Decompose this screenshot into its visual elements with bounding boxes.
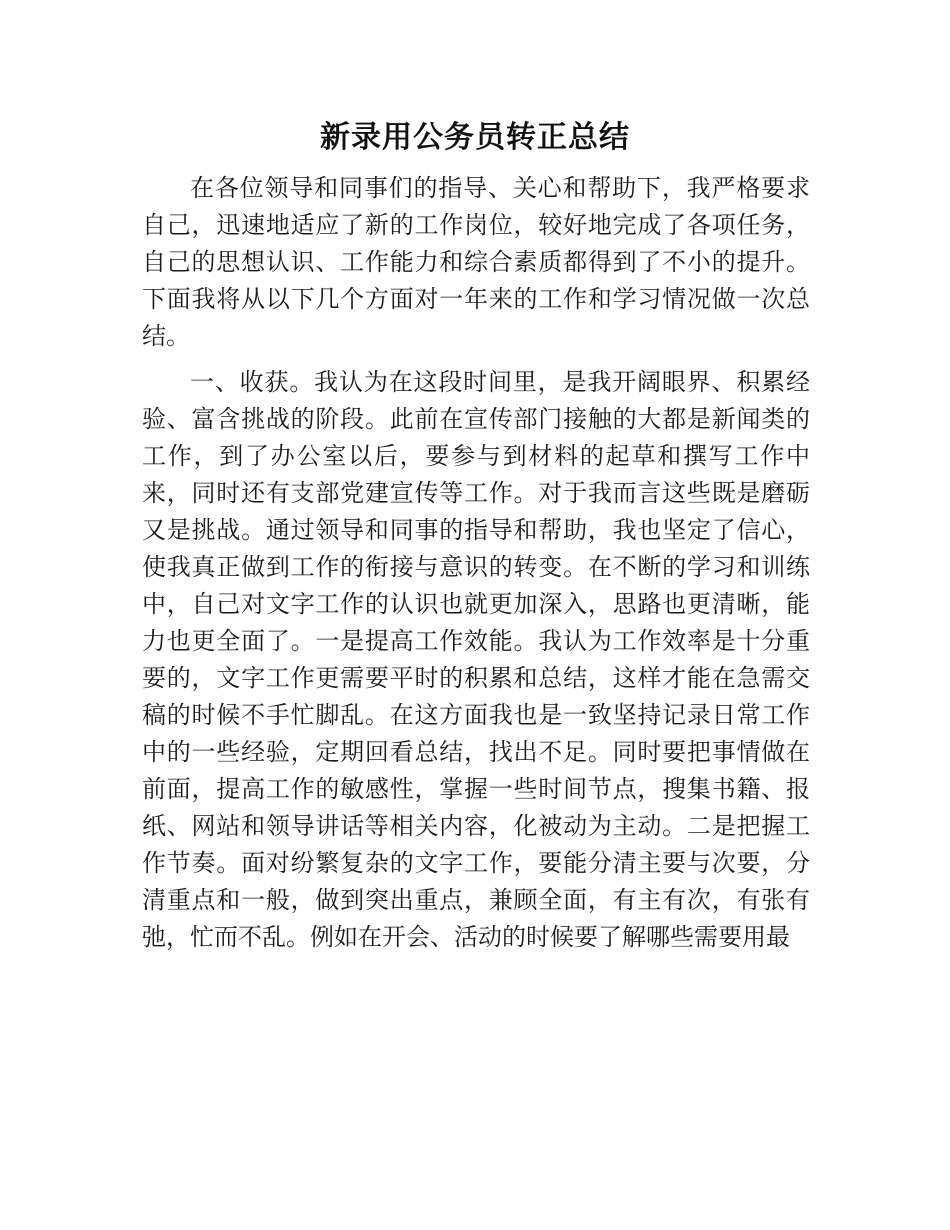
paragraph-harvest: 一、收获。我认为在这段时间里，是我开阔眼界、积累经验、富含挑战的阶段。此前在宣传部门接触的大都是新闻类的工作，到了办公室以后，要参与到材料的起草和撰写工作中来，同时还有支部党建宣传等工作。对于我而言这些既是磨砺又是挑战。通过领导和同事的指导和帮助，我也坚定了信心，使我真正做到工作的衔接与意识的转变。在不断的学习和训练中，自己对文字工作的认识也就更加深入，思路也更清晰，能力也更全面了。一是提高工作效能。我认为工作效率是十分重要的，文字工作更需要平时的积累和总结，这样才能在急需交稿的时候不手忙脚乱。在这方面我也是一致坚持记录日常工作中的一些经验，定期回看总结，找出不足。同时要把事情做在前面，提高工作的敏感性，掌握一些时间节点，搜集书籍、报纸、网站和领导讲话等相关内容，化被动为主动。二是把握工作节奏。面对纷繁复杂的文字工作，要能分清主要与次要，分清重点和一般，做到突出重点，兼顾全面，有主有次，有张有弛，忙而不乱。例如在开会、活动的时候要了解哪些需要用最 [142,368,810,951]
document-title: 新录用公务员转正总结 [320,120,630,155]
paragraph-intro: 在各位领导和同事们的指导、关心和帮助下，我严格要求自己，迅速地适应了新的工作岗位，较好地完成了各项任务，自己的思想认识、工作能力和综合素质都得到了不小的提升。下面我将从以下几个方面对一年来的工作和学习情况做一次总结。 [142,174,810,350]
document-body [142,170,810,956]
